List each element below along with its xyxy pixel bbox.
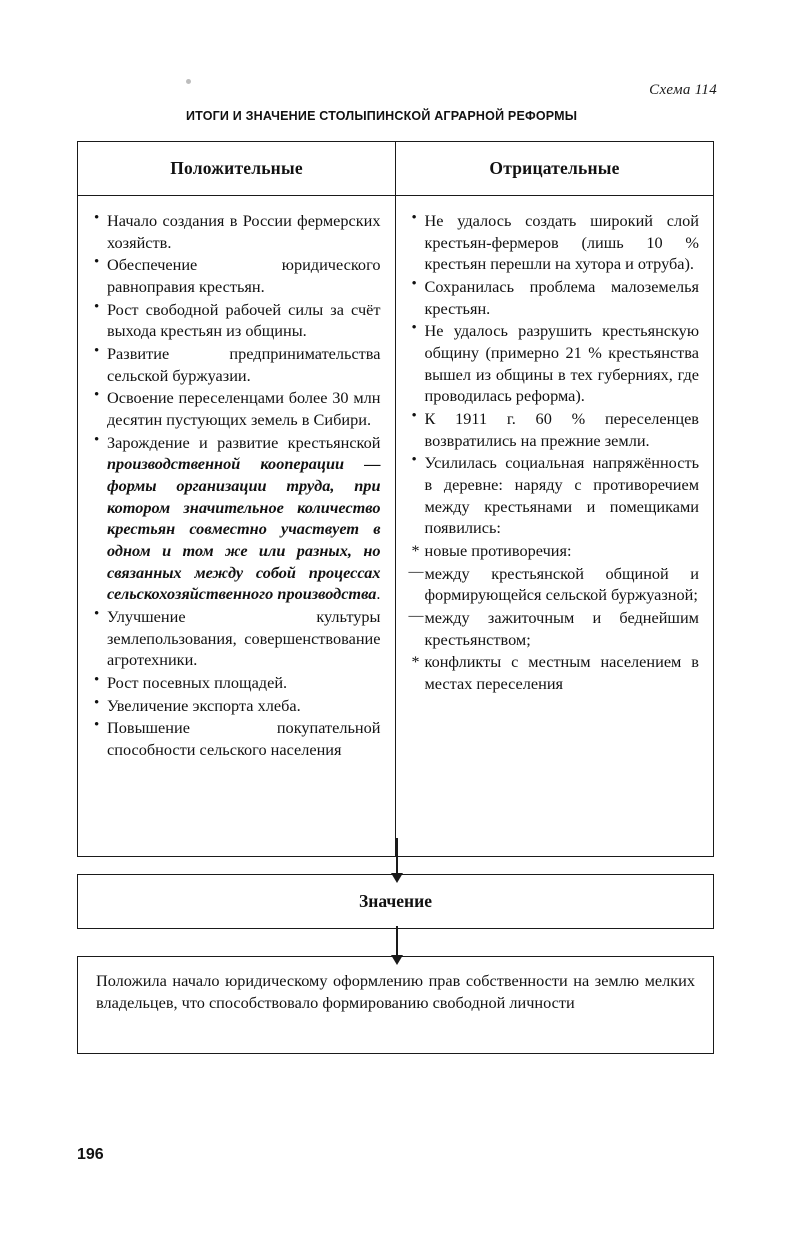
list-item: • Рост посевных площадей. [94,672,381,694]
conclusion-box [77,956,714,1054]
conclusion-text: Положила начало юридическому оформлению прав собственности на землю мелких владельцев, что способствовало формированию свободной личности [96,971,695,1012]
table-header-row [78,142,713,196]
scheme-label: Схема 114 [649,82,717,98]
list-item: • К 1911 г. 60 % переселенцев возвратились на прежние земли. [412,408,700,451]
list-item: — между крестьянской общиной и формирующейся сельской буржуазной; [412,563,700,606]
list-item: • Обеспечение юридического равноправия крестьян. [94,254,381,297]
list-item: * конфликты с местным населением в местах переселения [412,651,700,694]
list-item: — между зажиточным и беднейшим крестьянством; [412,607,700,650]
znachenie-box [77,874,714,929]
cell-negative [396,196,714,856]
list-item: • Не удалось создать широкий слой крестьян-фермеров (лишь 10 % крестьян перешли на хутора и отруба). [412,210,700,275]
page-number: 196 [77,1146,104,1163]
list-item: • Увеличение экспорта хлеба. [94,695,381,717]
page-title: ИТОГИ И ЗНАЧЕНИЕ СТОЛЫПИНСКОЙ АГРАРНОЙ РЕФОРМЫ [186,109,578,123]
list-item: • Развитие предпринимательства сельской буржуазии. [94,343,381,386]
list-item: • Начало создания в России фермерских хозяйств. [94,210,381,253]
list-item: • Сохранилась проблема малоземелья крестьян. [412,276,700,319]
page-speck [186,79,191,84]
list-item: • Зарождение и развитие крестьянской производственной кооперации — формы организации труда, при котором значительное количество крестьян совместно участвует в одном и том же или разных, но связанных между собой процессах сельскохозяйственного производства. [94,432,381,605]
list-item: • Повышение покупательной способности сельского населения [94,717,381,760]
negative-list [412,210,700,695]
positive-list [94,210,381,761]
list-item: • Рост свободной рабочей силы за счёт выхода крестьян из общины. [94,299,381,342]
column-header-positive: Положительные [78,142,396,195]
list-item: • Усилилась социальная напряжённость в деревне: наряду с противоречием между крестьянами и помещиками появились: [412,452,700,539]
column-header-negative: Отрицательные [489,158,620,178]
results-table [77,141,714,857]
list-item: * новые противоречия: [412,540,700,562]
list-item: • Не удалось разрушить крестьянскую общину (примерно 21 % крестьянства вышел из общины в тех губерниях, где проводилась реформа). [412,320,700,407]
arrow-down-icon-1 [396,838,398,874]
znachenie-label: Значение [359,891,432,911]
cell-positive [78,196,396,856]
table-body-row [78,196,713,856]
list-item: • Освоение переселенцами более 30 млн десятин пустующих земель в Сибири. [94,387,381,430]
arrow-down-icon-2 [396,926,398,956]
list-item: • Улучшение культуры землепользования, совершенствование агротехники. [94,606,381,671]
